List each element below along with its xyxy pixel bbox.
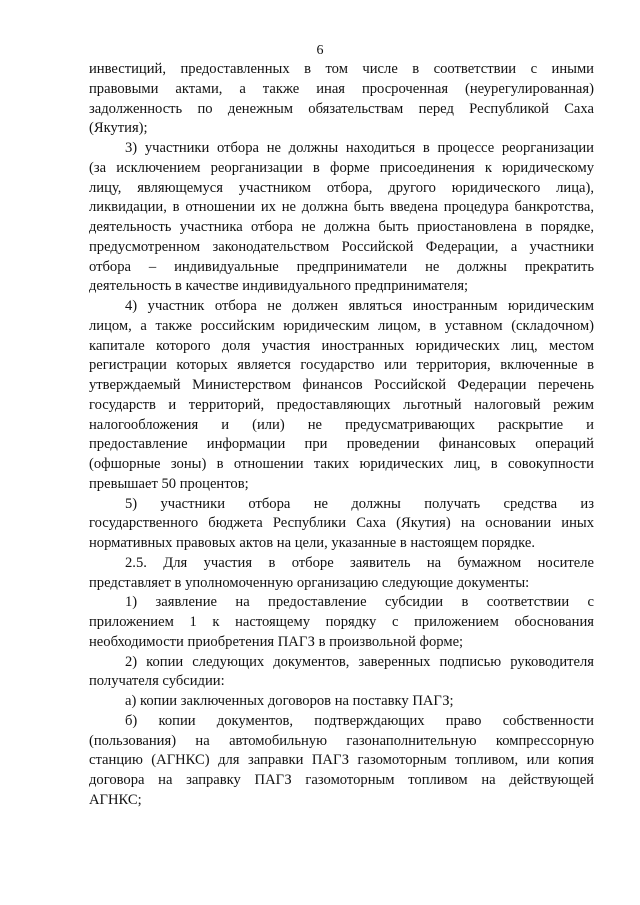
text-line: (пользования) на автомобильную газонаполнительную компрессорную [89, 732, 594, 749]
text-line: приложением 1 к настоящему порядку с приложением обоснования [89, 614, 594, 630]
text-line: регистрации которых является государство или территория, включенные в [89, 357, 594, 374]
text-line: отбора – индивидуальные предприниматели не должны прекратить [89, 258, 594, 275]
text-line: утверждаемый Министерством финансов Российской Федерации перечень [89, 377, 594, 393]
text-line: необходимости приобретения ПАГЗ в произвольной форме; [89, 633, 464, 650]
text-line: превышает 50 процентов; [89, 475, 249, 492]
text-line: б) копии документов, подтверждающих право собственности [125, 712, 594, 729]
text-line: капитале которого доля участия иностранных юридических лиц, местом [89, 337, 594, 354]
text-line: предоставление информации при проведении финансовых операций [89, 436, 594, 453]
text-line: 5) участники отбора не должны получать средства из [125, 495, 594, 512]
text-line: налогообложения и (или) не предусматривающих раскрытие и [89, 416, 594, 433]
text-line: АГНКС; [89, 791, 142, 808]
document-body [89, 60, 594, 811]
text-line: а) копии заключенных договоров на поставку ПАГЗ; [125, 693, 454, 709]
text-line: 3) участники отбора не должны находиться в процессе реорганизации [125, 140, 594, 156]
text-line: (за исключением реорганизации в форме присоединения к юридическому [89, 159, 594, 176]
text-line: 2.5. Для участия в отборе заявитель на бумажном носителе [125, 554, 594, 571]
text-line: станцию (АГНКС) для заправки ПАГЗ газомоторным топливом, или копия [89, 752, 594, 769]
text-line: представляет в уполномоченную организацию следующие документы: [89, 574, 530, 591]
text-line: 4) участник отбора не должен являться иностранным юридическим [125, 298, 594, 314]
text-line: договора на заправку ПАГЗ газомоторным топливом на действующей [89, 772, 594, 788]
text-line: задолженность по денежным обязательствам перед Республикой Саха [89, 100, 594, 117]
text-line: предусмотренном законодательством Российской Федерации, а участники [89, 238, 594, 255]
text-line: нормативных правовых актов на цели, указанные в настоящем порядке. [89, 535, 536, 551]
text-line: государств и территорий, предоставляющих льготный налоговый режим [89, 396, 594, 413]
text-line: лицу, являющемуся участником отбора, другого юридического лица), [89, 179, 594, 196]
text-line: 2) копии следующих документов, заверенных подписью руководителя [125, 653, 594, 670]
text-line: деятельность участника отбора не должна быть приостановлена в порядке, [89, 219, 594, 235]
text-line: получателя субсидии: [89, 673, 225, 690]
text-line: ликвидации, в отношении их не должна быть введена процедура банкротства, [89, 199, 594, 216]
text-line: инвестиций, предоставленных в том числе в соответствии с иными [89, 61, 594, 77]
text-line: (Якутия); [89, 120, 148, 137]
page-number: 6 [316, 43, 324, 58]
text-line: 1) заявление на предоставление субсидии в соответствии с [125, 594, 594, 611]
text-line: (офшорные зоны) в отношении таких юридических лиц, в совокупности [89, 456, 594, 472]
text-line: правовыми актами, а также иная просроченная (неурегулированная) [89, 80, 594, 97]
text-line: государственного бюджета Республики Саха (Якутия) на основании иных [89, 515, 594, 532]
text-line: лицом, а также российским юридическим лицом, в уставном (складочном) [89, 317, 594, 334]
text-line: деятельность в качестве индивидуального предпринимателя; [89, 278, 469, 295]
